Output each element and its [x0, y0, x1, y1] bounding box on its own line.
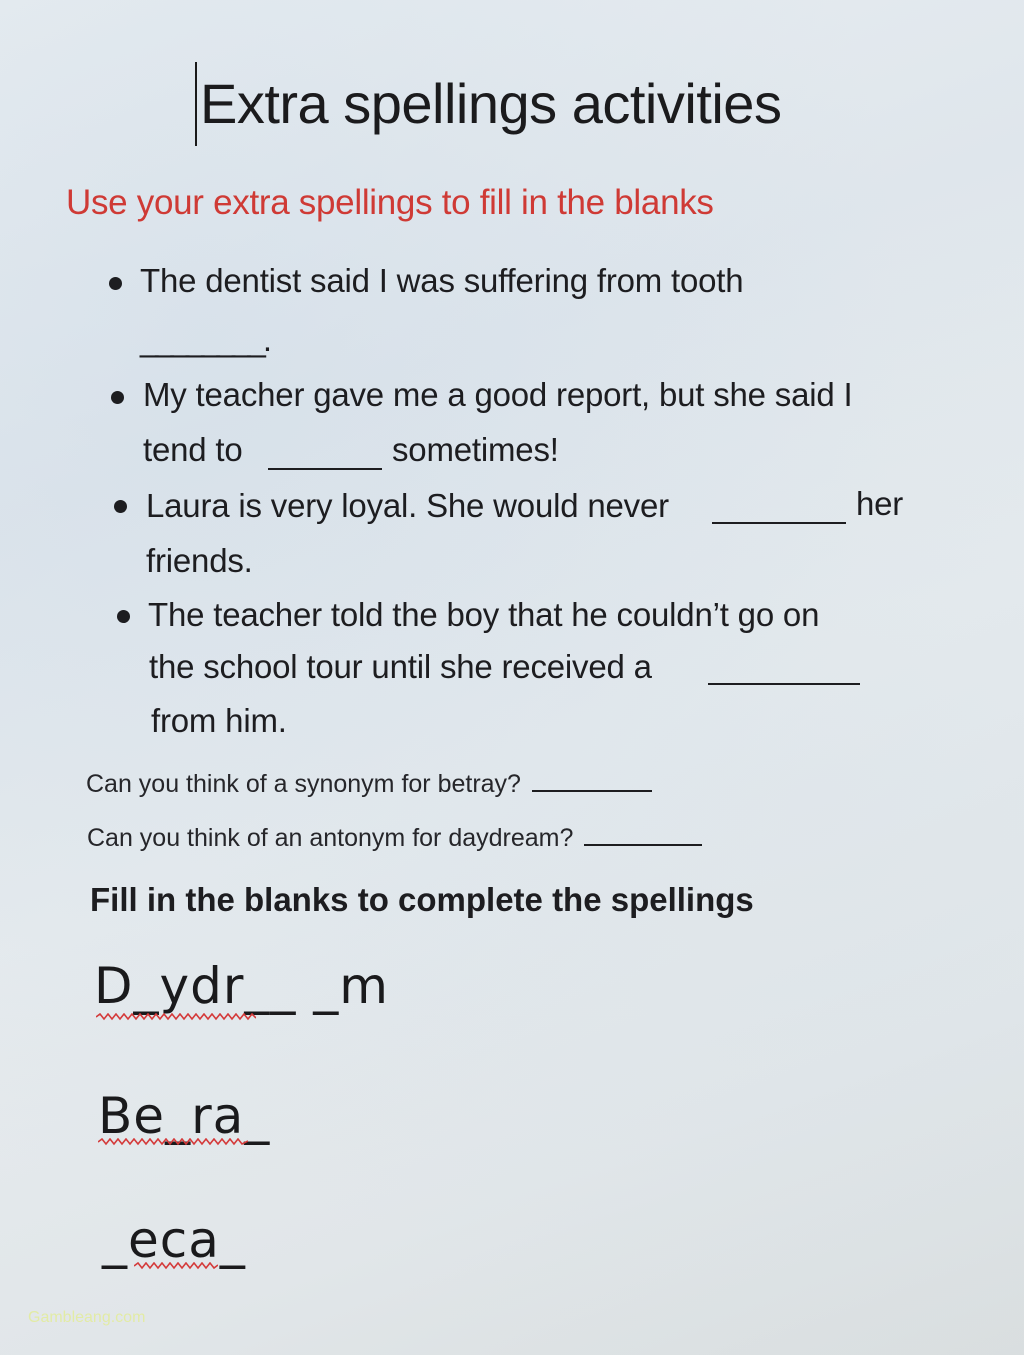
synonym-answer-blank[interactable]: [532, 766, 652, 792]
sentence-3-line-1-end: her: [856, 485, 904, 522]
spellcheck-squiggle: [98, 1138, 248, 1146]
bullet-icon: [109, 277, 122, 290]
sentence-3-line-2: friends.: [146, 542, 253, 579]
sentence-2-line-2-start: tend to: [143, 431, 243, 468]
sentence-3-line-1: Laura is very loyal. She would never: [146, 487, 669, 524]
antonym-question-text: Can you think of an antonym for daydream?: [87, 824, 574, 852]
bullet-icon: [114, 500, 127, 513]
sentence-4-line-3: from him.: [151, 702, 287, 739]
text-cursor: [195, 62, 197, 146]
page-title: Extra spellings activities: [200, 72, 782, 135]
watermark-text: Gambleang.com: [28, 1309, 146, 1326]
spellcheck-squiggle: [134, 1262, 218, 1270]
sentence-1-blank: ________.: [140, 321, 269, 358]
antonym-answer-blank[interactable]: [584, 820, 702, 846]
spelling-word-3: _eca_: [102, 1211, 246, 1269]
sentence-1-line-1: The dentist said I was suffering from tooth: [140, 262, 744, 299]
complete-spellings-heading: Fill in the blanks to complete the spellings: [90, 881, 754, 918]
answer-blank[interactable]: [712, 492, 846, 524]
sentence-2-line-1: My teacher gave me a good report, but she said I: [143, 376, 853, 413]
answer-blank[interactable]: [268, 438, 382, 470]
sentence-4-line-2: the school tour until she received a: [149, 648, 652, 685]
bullet-icon: [111, 391, 124, 404]
sentence-4-line-1: The teacher told the boy that he couldn’t go on: [148, 596, 820, 633]
bullet-icon: [117, 610, 130, 623]
spelling-word-2: Be_ra_: [98, 1087, 271, 1145]
antonym-question: [87, 820, 702, 855]
spelling-word-1: D_ydr__ _m: [94, 957, 389, 1015]
spellcheck-squiggle: [96, 1013, 256, 1021]
synonym-question-text: Can you think of a synonym for betray?: [86, 770, 521, 798]
synonym-question: [86, 766, 652, 801]
instruction-text: Use your extra spellings to fill in the blanks: [66, 183, 714, 222]
answer-blank[interactable]: [708, 653, 860, 685]
sentence-2-line-2-end: sometimes!: [392, 431, 559, 468]
